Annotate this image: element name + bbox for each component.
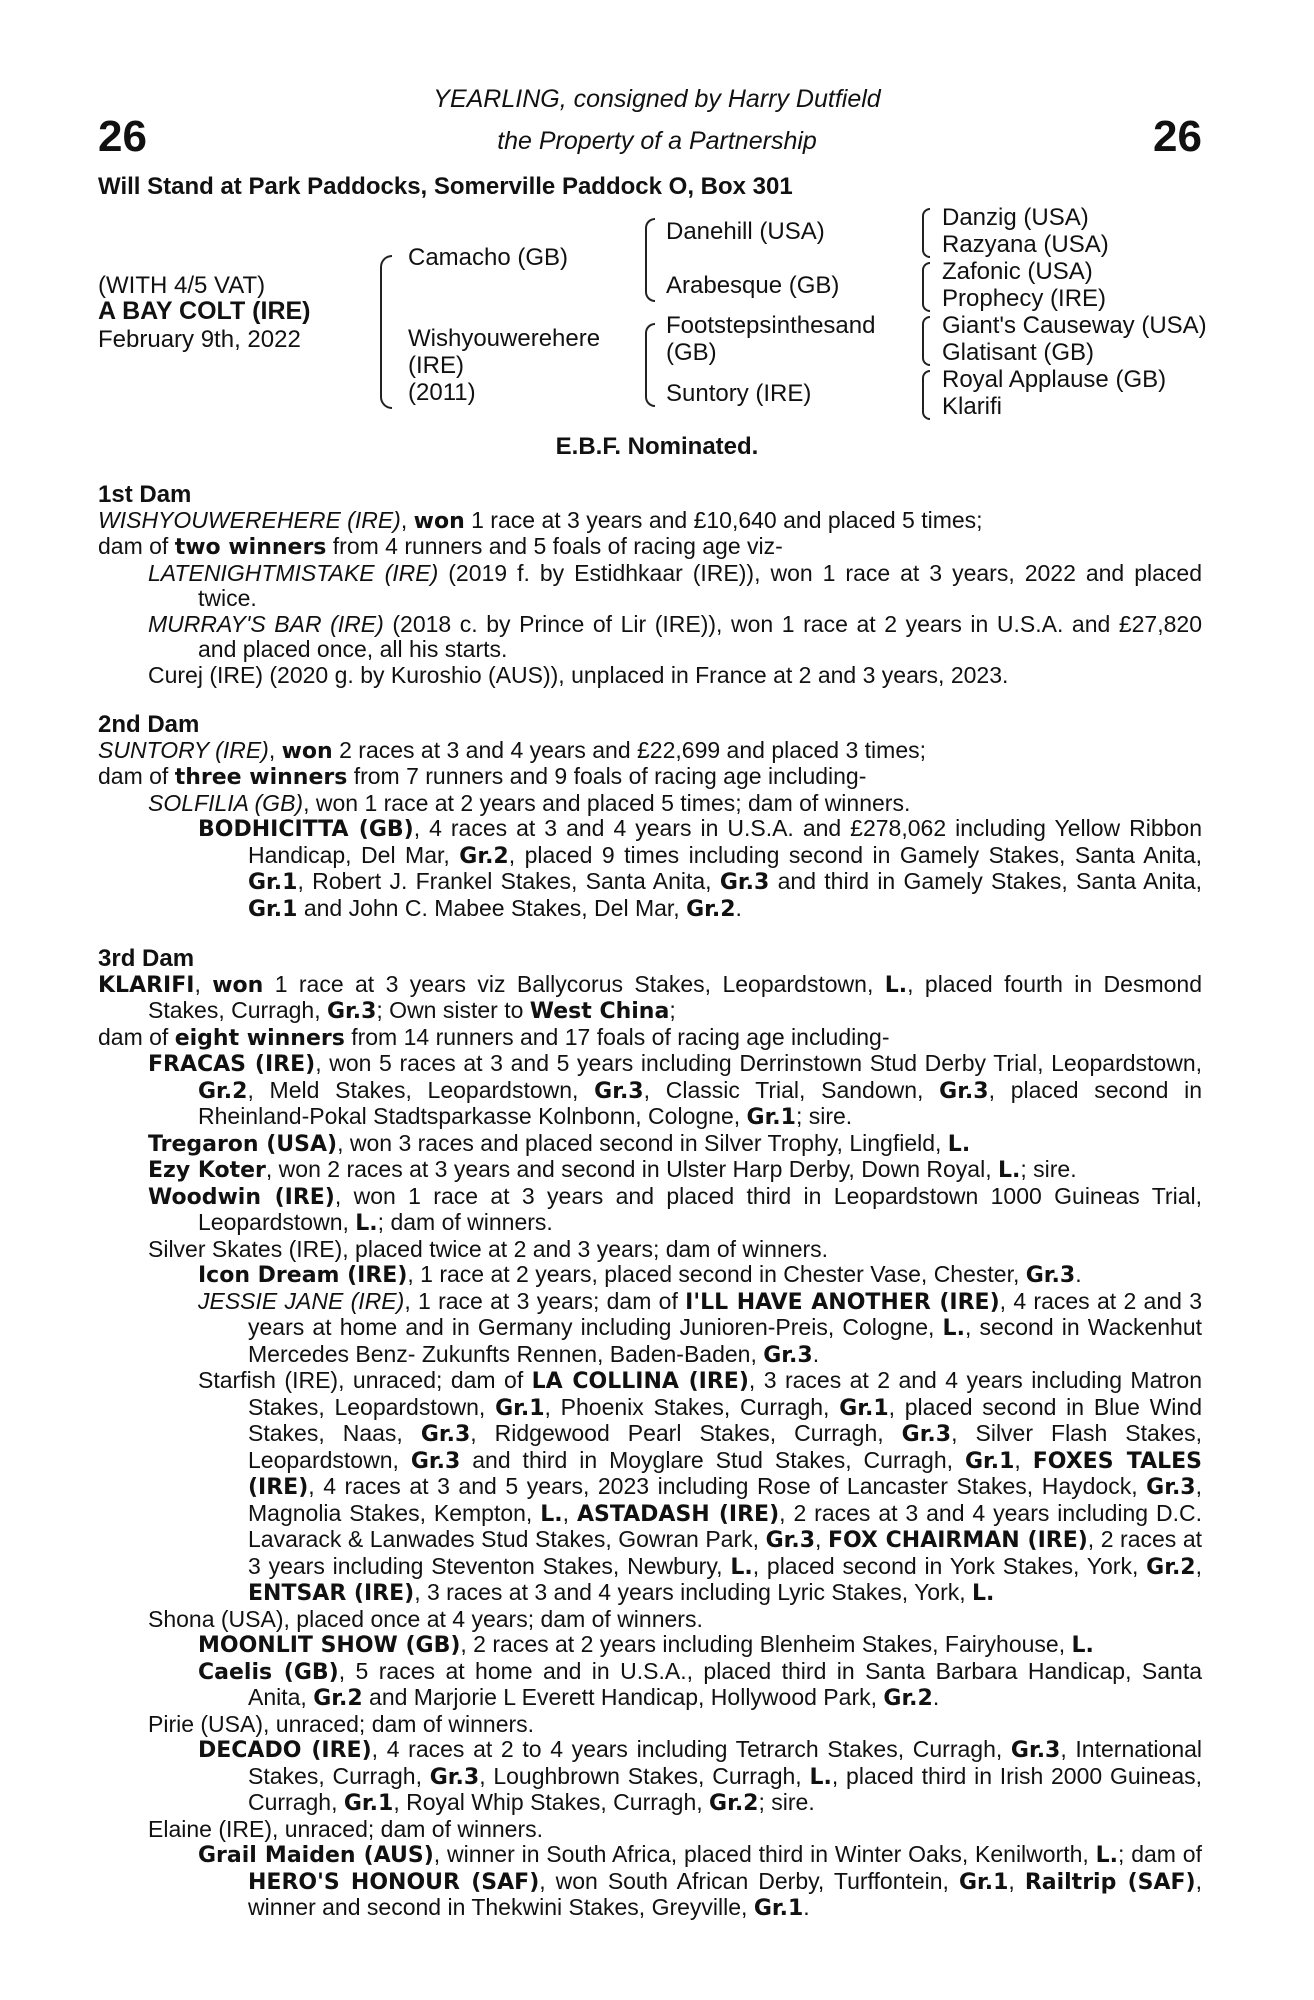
txt: , Loughbrown Stakes, Curragh, [479, 1762, 810, 1789]
txt: Starfish (IRE), unraced; dam of [198, 1367, 532, 1393]
gg-giants-causeway: Giant's Causeway (USA) [942, 312, 1207, 339]
horse-name: FOX CHAIRMAN (IRE) [827, 1528, 1088, 1553]
grade: L. [947, 1131, 971, 1157]
produce-entry [198, 1659, 1202, 1712]
produce-entry [148, 1051, 1202, 1131]
txt: Curej (IRE) (2020 g. by Kuroshio (AUS)), unplaced in France at 2 and 3 years, 2023. [148, 661, 1009, 688]
grade: Gr.1 [746, 1105, 796, 1130]
txt: , 4 races at 3 and 4 years in U.S.A. and £278,062 including Yellow Ribbon Handicap, Del Mar, [248, 815, 1202, 868]
txt: dam of [98, 763, 175, 789]
produce-entry [198, 1737, 1202, 1817]
horse-name: ASTADASH (IRE) [576, 1501, 780, 1527]
txt: , placed 9 times including second in Gamely Stakes, Santa Anita, [508, 841, 1203, 868]
grade: Gr.3 [326, 999, 377, 1024]
txt: , 1 race at 3 years; dam of [404, 1287, 686, 1314]
produce-entry [148, 612, 1202, 663]
txt: , 2 races at 3 years including Steventon Stakes, Newbury, [248, 1526, 1203, 1579]
grade: Gr.3 [420, 1422, 471, 1447]
txt: , [268, 736, 282, 763]
produce-entry [198, 816, 1202, 922]
produce-entry [198, 1262, 1202, 1289]
horse-name: FOXES TALES (IRE) [248, 1448, 1202, 1500]
grade: Gr.2 [1146, 1554, 1196, 1580]
winners-count: eight winners [174, 1025, 345, 1051]
txt: ; [669, 997, 676, 1023]
txt: , second in Wackenhut Mercedes Benz- Zukunfts Rennen, Baden-Baden, [248, 1314, 1202, 1367]
pedigree-brace [380, 255, 392, 409]
brace-gg1 [922, 208, 930, 258]
lot-number-right: 26 [1153, 112, 1202, 161]
txt: 2 races at 3 and 4 years and £22,699 and placed 3 times; [332, 736, 927, 763]
first-dam-produce-line [98, 534, 1202, 561]
txt: (2018 c. by Prince of Lir (IRE)), won 1 race at 2 years in U.S.A. and £27,820 and placed once, all his starts. [198, 610, 1202, 662]
txt: ; sire. [795, 1103, 853, 1129]
grade: L. [730, 1554, 753, 1580]
grade: Gr.2 [459, 843, 509, 869]
txt: , 2 races at 2 years including Blenheim Stakes, Fairyhouse, [460, 1631, 1072, 1657]
txt: dam of [98, 1023, 175, 1050]
third-dam-name: KLARIFI [98, 972, 195, 998]
txt: . [735, 894, 742, 921]
txt: . [1075, 1261, 1082, 1287]
txt: , Classic Trial, Sandown, [643, 1076, 940, 1103]
txt: , Robert J. Frankel Stakes, Santa Anita, [297, 868, 720, 894]
horse-name: Woodwin (IRE) [148, 1184, 335, 1210]
horse-name: DECADO (IRE) [198, 1738, 372, 1763]
txt: and third in Gamely Stakes, Santa Anita, [769, 868, 1202, 894]
horse-name: Railtrip (SAF) [1024, 1869, 1196, 1895]
produce-entry [198, 1289, 1202, 1369]
grade: Gr.3 [410, 1448, 461, 1474]
horse-name: Tregaron (USA) [148, 1131, 338, 1157]
sire-name: Camacho (GB) [408, 244, 569, 271]
txt: ; dam of winners. [377, 1209, 553, 1235]
txt: , 4 races at 2 and 3 years at home and in Germany including Junioren-Preis, Cologne, [248, 1287, 1203, 1340]
horse-name: SOLFILIA (GB) [148, 789, 304, 816]
grade: Gr.3 [763, 1342, 813, 1368]
grade: Gr.3 [1025, 1263, 1076, 1288]
txt: , 1 race at 2 years, placed second in Chester Vase, Chester, [407, 1261, 1026, 1287]
produce-entry [148, 1817, 1202, 1843]
txt: , [1008, 1867, 1025, 1894]
stand-location: Will Stand at Park Paddocks, Somerville Paddock O, Box 301 [98, 173, 793, 200]
horse-name: A BAY COLT (IRE) [98, 297, 311, 325]
consignor-line: YEARLING, consigned by Harry Dutfield [433, 85, 881, 113]
txt: , [1014, 1446, 1033, 1473]
txt: , won 1 race at 2 years and placed 5 times; dam of winners. [303, 789, 911, 816]
grade: Gr.1 [958, 1869, 1009, 1895]
produce-entry [148, 663, 1202, 689]
produce-entry [148, 561, 1202, 612]
txt: , won 5 races at 3 and 5 years including Derrinstown Stud Derby Trial, Leopardstown, [315, 1050, 1202, 1076]
txt: , placed third in Irish 2000 Guineas, Curragh, [248, 1762, 1203, 1815]
first-dam-heading: 1st Dam [98, 481, 192, 508]
txt: and Marjorie L Everett Handicap, Hollywood Park, [362, 1684, 884, 1710]
txt: 1 race at 3 years viz Ballycorus Stakes, Leopardstown, [263, 970, 885, 997]
grade: L. [884, 972, 908, 998]
grade: Gr.3 [719, 870, 770, 895]
second-dam-produce-line [98, 764, 1202, 791]
grade: Gr.1 [248, 896, 298, 922]
txt: Shona (USA), placed once at 4 years; dam of winners. [148, 1605, 703, 1632]
horse-name: Caelis (GB) [198, 1659, 339, 1685]
dam-year: (2011) [408, 379, 476, 406]
grade: Gr.3 [594, 1078, 644, 1104]
horse-name: HERO'S HONOUR (SAF) [248, 1869, 540, 1895]
dam-sire: Footstepsinthesand [666, 312, 876, 339]
second-dam-name: SUNTORY (IRE) [98, 736, 269, 763]
txt: , [400, 506, 414, 533]
txt: ; sire. [758, 1789, 815, 1815]
sire-dam: Arabesque (GB) [666, 272, 840, 299]
produce-entry [148, 1131, 1202, 1158]
txt: , won 3 races and placed second in Silver Trophy, Lingfield, [337, 1129, 948, 1156]
txt: , won 1 race at 3 years and placed third in Leopardstown 1000 Guineas Trial, Leopardstown, [198, 1182, 1202, 1235]
grade: Gr.1 [495, 1395, 545, 1421]
txt: , won South African Derby, Turffontein, [539, 1867, 959, 1894]
txt: Silver Skates (IRE), placed twice at 2 and 3 years; dam of winners. [148, 1235, 829, 1262]
produce-entry [148, 1157, 1202, 1184]
ebf-nominated: E.B.F. Nominated. [555, 433, 759, 460]
first-dam-line [98, 508, 1202, 535]
horse-name: MURRAY'S BAR (IRE) [148, 610, 384, 637]
grade: L. [972, 1581, 995, 1606]
gg-prophecy: Prophecy (IRE) [942, 285, 1107, 312]
txt: (2019 f. by Estidhkaar (IRE)), won 1 race at 3 years, 2022 and placed twice. [198, 559, 1202, 611]
txt: , placed second in York Stakes, York, [752, 1552, 1147, 1579]
produce-entry [198, 1632, 1202, 1659]
grade: L. [1071, 1633, 1094, 1658]
grade: Gr.1 [343, 1791, 394, 1816]
grade: L. [997, 1158, 1021, 1183]
horse-name: ENTSAR (IRE) [248, 1581, 415, 1606]
grade: Gr.3 [939, 1078, 989, 1104]
produce-entry [148, 1237, 1202, 1263]
gg-zafonic: Zafonic (USA) [942, 258, 1093, 285]
dam-sire-country: (GB) [666, 339, 717, 366]
property-line: the Property of a Partnership [497, 127, 817, 155]
dam-name: Wishyouwerehere [408, 325, 601, 352]
txt: . [932, 1684, 940, 1710]
gg-danzig: Danzig (USA) [942, 204, 1089, 231]
txt: Elaine (IRE), unraced; dam of winners. [148, 1815, 544, 1842]
third-dam-line [98, 972, 1202, 1025]
brace-gg4 [922, 370, 930, 420]
horse-name: LA COLLINA (IRE) [531, 1369, 749, 1394]
produce-entry [148, 1607, 1202, 1633]
winners-count: three winners [174, 765, 348, 790]
second-dam-heading: 2nd Dam [98, 711, 200, 738]
txt: and third in Moyglare Stud Stakes, Curragh, [460, 1446, 965, 1473]
txt: , Phoenix Stakes, Curragh, [544, 1393, 840, 1420]
grade: L. [942, 1316, 965, 1341]
txt: , 2 races at 3 and 4 years including D.C. Lavarack & Lanwades Stud Stakes, Gowran Park, [248, 1499, 1203, 1552]
txt: , [1195, 1552, 1202, 1579]
dam-dam: Suntory (IRE) [666, 380, 812, 407]
txt: , Ridgewood Pearl Stakes, Curragh, [470, 1420, 902, 1446]
txt: , [562, 1499, 577, 1526]
txt: , 3 races at 3 and 4 years including Lyric Stakes, York, [414, 1579, 973, 1605]
txt: ; Own sister to [376, 997, 530, 1023]
txt: , placed fourth in Desmond Stakes, Curragh, [148, 970, 1202, 1023]
gg-royal-applause: Royal Applause (GB) [942, 366, 1167, 393]
grade: Gr.2 [198, 1078, 248, 1104]
grade: L. [355, 1211, 378, 1236]
grade: Gr.1 [753, 1896, 804, 1921]
txt: , placed second in Rheinland-Pokal Stadtsparkasse Kolnbonn, Cologne, [198, 1076, 1202, 1129]
winners-count: two winners [174, 535, 327, 560]
txt: ; sire. [1020, 1156, 1077, 1182]
won-label: won [212, 972, 264, 998]
horse-name: I'LL HAVE ANOTHER (IRE) [685, 1289, 1000, 1315]
txt: , 4 races at 3 and 5 years, 2023 including Rose of Lancaster Stakes, Haydock, [308, 1473, 1147, 1499]
txt: 1 race at 3 years and £10,640 and placed 5 times; [464, 506, 983, 533]
txt: . [803, 1894, 810, 1920]
grade: L. [1095, 1843, 1119, 1868]
horse-name: JESSIE JANE (IRE) [198, 1287, 405, 1314]
third-dam-produce-line [98, 1025, 1202, 1052]
won-label: won [413, 508, 465, 534]
txt: dam of [98, 533, 175, 559]
txt: , 4 races at 2 to 4 years including Tetrarch Stakes, Curragh, [371, 1736, 1011, 1762]
txt: , 3 races at 2 and 4 years including Matron Stakes, Leopardstown, [248, 1367, 1203, 1420]
horse-name: Icon Dream (IRE) [198, 1263, 408, 1288]
grade: Gr.2 [686, 896, 736, 922]
txt: , Royal Whip Stakes, Curragh, [393, 1789, 710, 1815]
produce-entry [198, 1842, 1202, 1922]
horse-name: BODHICITTA (GB) [198, 817, 414, 842]
gg-razyana: Razyana (USA) [942, 231, 1109, 258]
horse-name: LATENIGHTMISTAKE (IRE) [148, 559, 439, 586]
gg-klarifi: Klarifi [942, 393, 1003, 420]
grade: Gr.1 [839, 1395, 889, 1421]
grade: L. [540, 1501, 563, 1527]
second-dam-line [98, 738, 1202, 765]
txt: ; dam of [1118, 1841, 1202, 1867]
grade: Gr.3 [901, 1422, 952, 1447]
txt: , Meld Stakes, Leopardstown, [247, 1076, 595, 1103]
horse-name: FRACAS (IRE) [148, 1052, 316, 1077]
grade: L. [809, 1764, 832, 1790]
txt: , [815, 1526, 828, 1552]
catalogue-body [98, 482, 1202, 1922]
txt: from 4 runners and 5 foals of racing age viz- [326, 533, 783, 559]
sire-sire: Danehill (USA) [666, 218, 825, 245]
txt: , Silver Flash Stakes, Leopardstown, [248, 1420, 1202, 1473]
txt: from 14 runners and 17 foals of racing age including- [344, 1023, 890, 1050]
third-dam-heading: 3rd Dam [98, 945, 195, 972]
grade: Gr.3 [1010, 1738, 1061, 1763]
txt: , Magnolia Stakes, Kempton, [248, 1473, 1202, 1526]
grade: Gr.3 [1146, 1475, 1196, 1500]
txt: , International Stakes, Curragh, [248, 1736, 1203, 1789]
brace-gg2 [922, 262, 930, 312]
dam-brace [645, 323, 655, 407]
horse-name: Ezy Koter [148, 1158, 266, 1183]
lot-number-left: 26 [98, 112, 147, 161]
grade: Gr.3 [765, 1528, 815, 1553]
grade: Gr.2 [313, 1686, 363, 1711]
txt: , won 2 races at 3 years and second in Ulster Harp Derby, Down Royal, [265, 1156, 998, 1182]
produce-entry [148, 791, 1202, 817]
txt: from 7 runners and 9 foals of racing age including- [347, 763, 867, 789]
grade: Gr.3 [429, 1764, 480, 1790]
sire-brace [645, 218, 655, 302]
txt: , winner in South Africa, placed third in Winter Oaks, Kenilworth, [433, 1841, 1096, 1867]
dam-country: (IRE) [408, 352, 464, 379]
horse-name: MOONLIT SHOW (GB) [198, 1633, 461, 1658]
txt: and John C. Mabee Stakes, Del Mar, [297, 894, 687, 921]
grade: Gr.1 [964, 1448, 1015, 1474]
txt: . [812, 1340, 820, 1367]
horse-name: West China [529, 999, 670, 1024]
first-dam-name: WISHYOUWEREHERE (IRE) [98, 506, 401, 533]
txt: , 5 races at home and in U.S.A., placed third in Santa Barbara Handicap, Santa Anita, [248, 1657, 1202, 1710]
grade: Gr.2 [709, 1791, 759, 1816]
grade: Gr.2 [883, 1686, 933, 1711]
foaling-date: February 9th, 2022 [98, 326, 301, 353]
vat-note: (WITH 4/5 VAT) [98, 272, 266, 299]
produce-entry [198, 1368, 1202, 1607]
won-label: won [281, 738, 333, 764]
txt: , placed second in Blue Wind Stakes, Naas, [248, 1393, 1202, 1446]
txt: , winner and second in Thekwini Stakes, Greyville, [248, 1867, 1203, 1920]
produce-entry [148, 1184, 1202, 1237]
horse-name: Grail Maiden (AUS) [198, 1843, 434, 1868]
txt: Pirie (USA), unraced; dam of winners. [148, 1710, 535, 1737]
txt: , [194, 970, 213, 997]
grade: Gr.1 [248, 870, 298, 895]
gg-glatisant: Glatisant (GB) [942, 339, 1095, 366]
produce-entry [148, 1712, 1202, 1738]
brace-gg3 [922, 316, 930, 366]
